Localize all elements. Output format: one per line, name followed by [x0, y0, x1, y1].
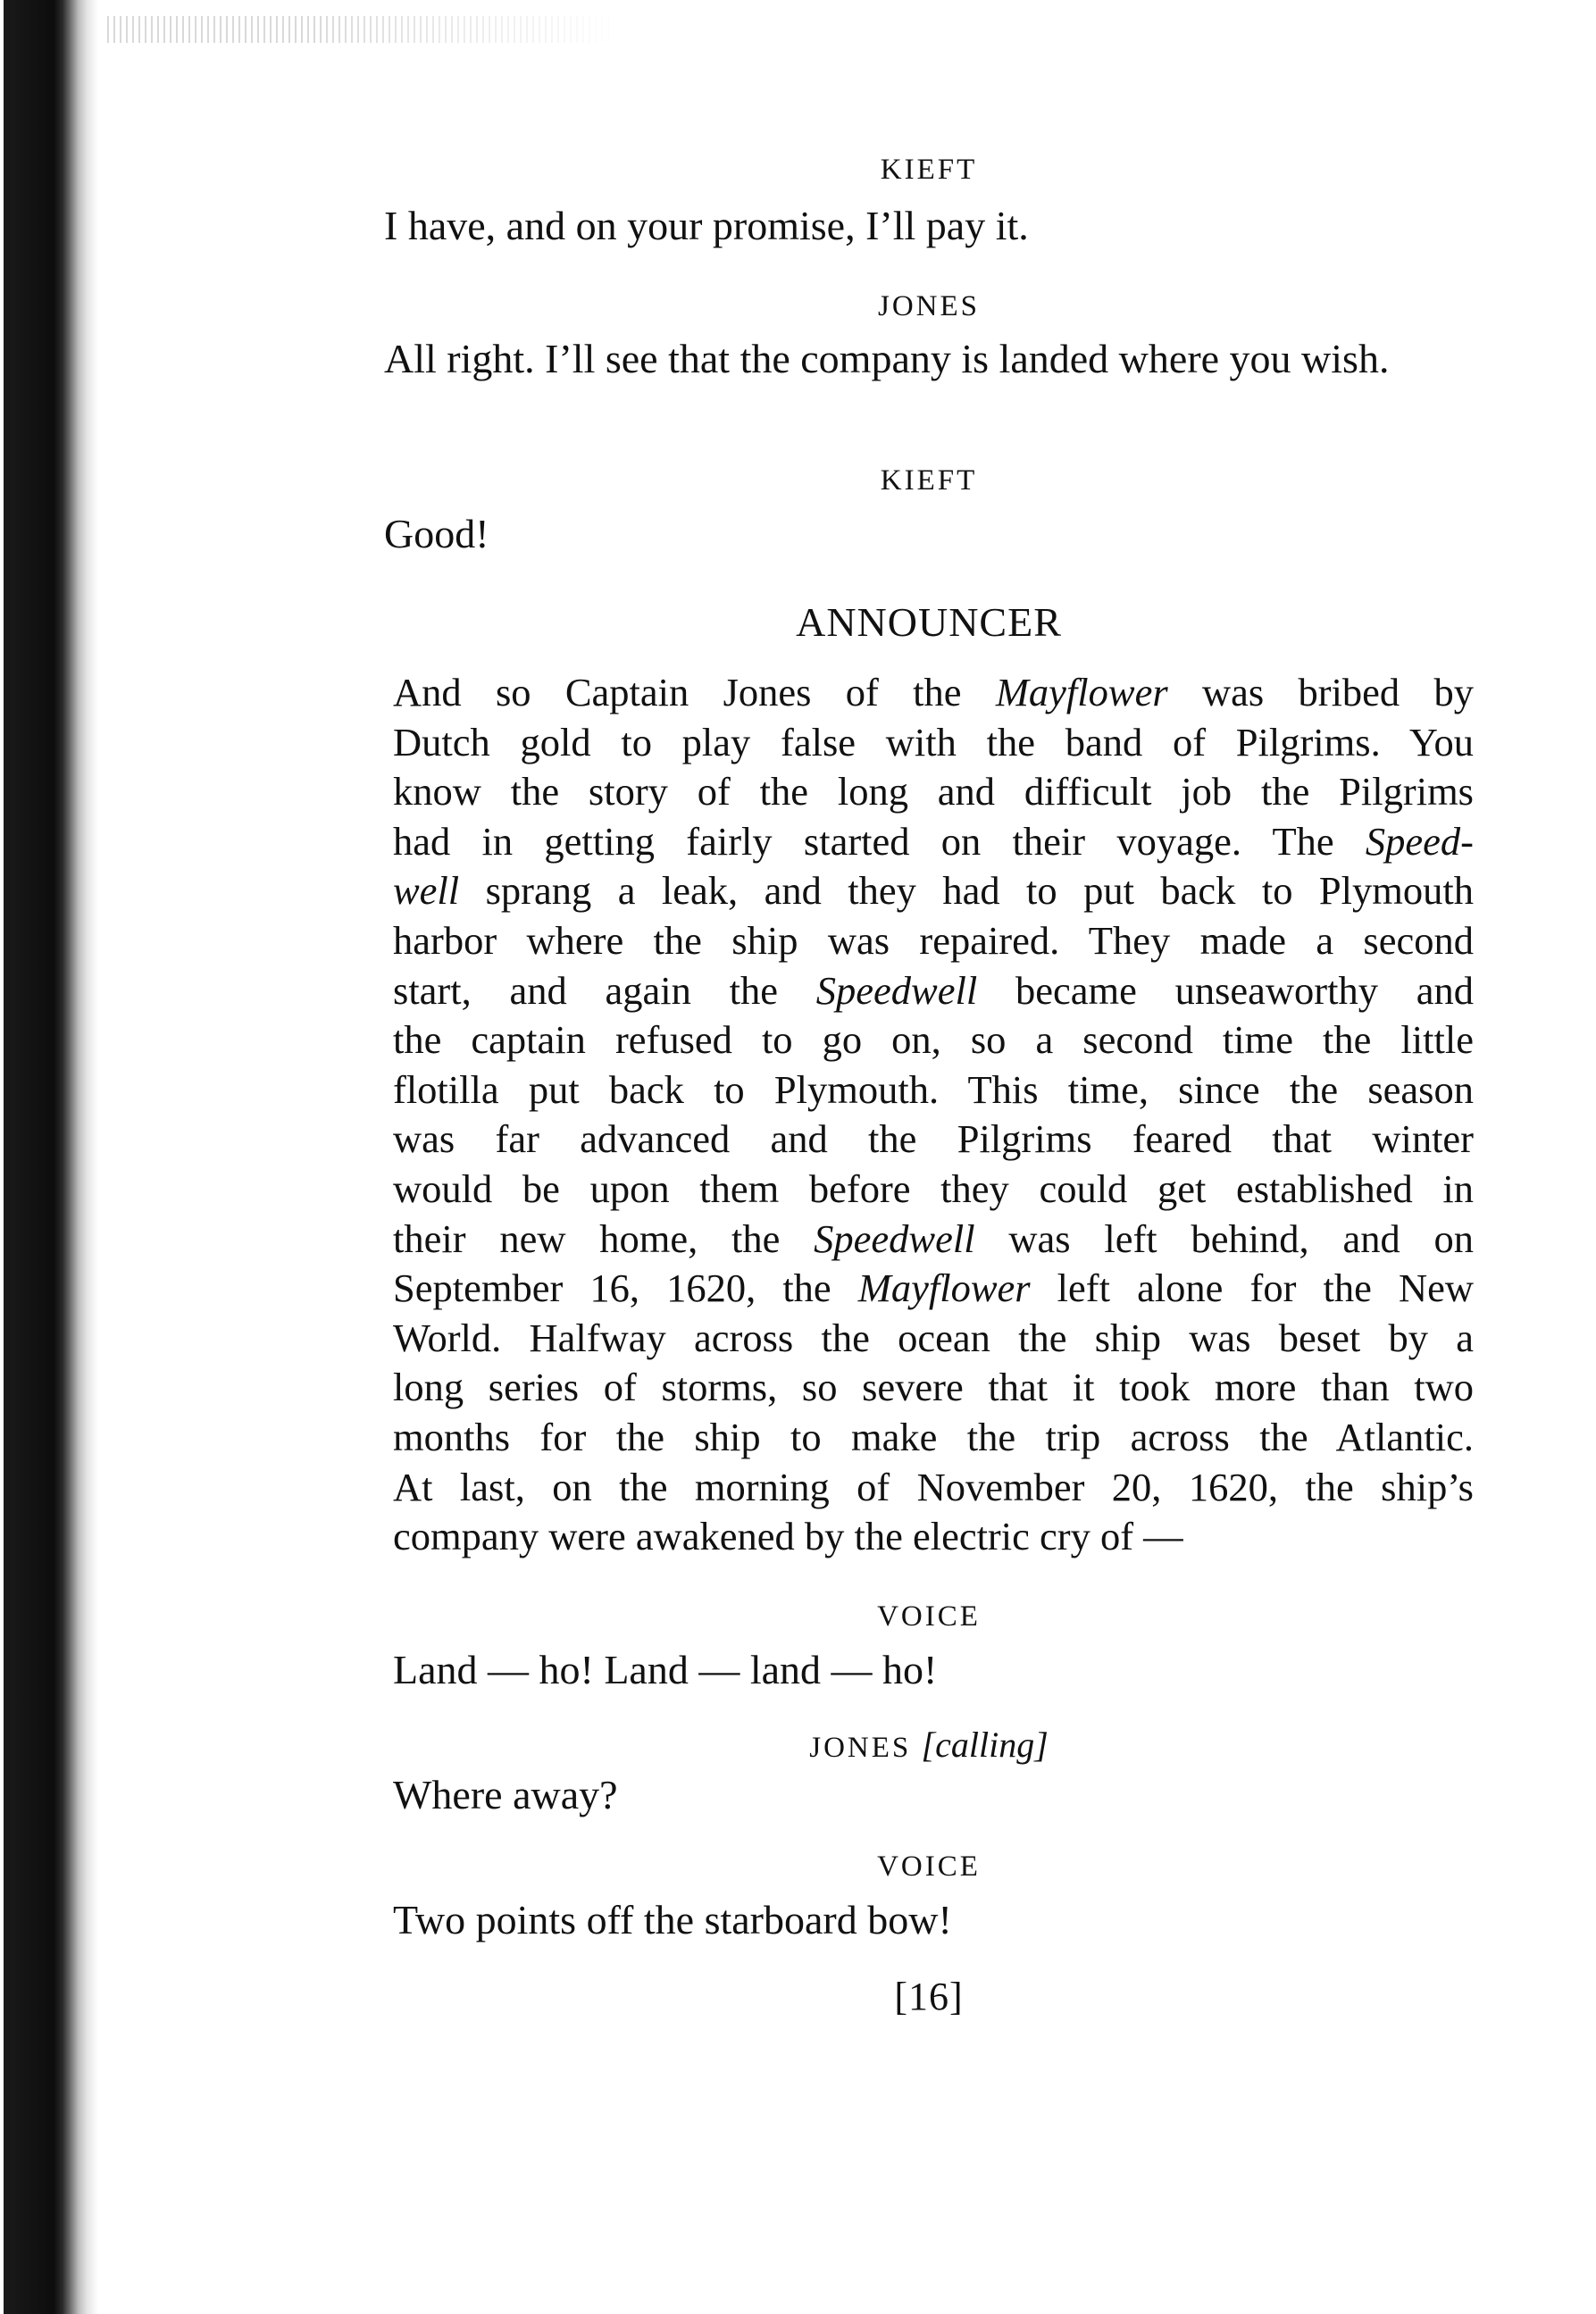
paragraph-line: well sprang a leak, and they had to put back to Plymouth: [393, 868, 1474, 914]
dialogue-line: I have, and on your promise, I’ll pay it.: [384, 203, 1029, 248]
paragraph-line: the captain refused to go on, so a second time the little: [393, 1017, 1474, 1063]
paragraph-line: start, and again the Speedwell became unseaworthy and: [393, 967, 1474, 1013]
page-number: [16]: [894, 1975, 964, 2018]
announcer-heading: ANNOUNCER: [796, 599, 1062, 645]
scan-artifact: [107, 16, 625, 43]
speaker-label: JONES [calling]: [809, 1725, 1049, 1765]
speaker-label: KIEFT: [880, 464, 978, 497]
dialogue-line: Where away?: [393, 1772, 618, 1817]
paragraph-line: months for the ship to make the trip across the Atlantic.: [393, 1414, 1474, 1459]
paragraph-line: flotilla put back to Plymouth. This time, since the season: [393, 1066, 1474, 1112]
speaker-label: VOICE: [877, 1850, 981, 1883]
paragraph-line: their new home, the Speedwell was left behind, and on: [393, 1215, 1474, 1261]
paragraph-line: Dutch gold to play false with the band of Pilgrims. You: [393, 719, 1474, 764]
paragraph-line: And so Captain Jones of the Mayflower was bribed by: [393, 670, 1474, 714]
dialogue-line: Two points off the starboard bow!: [393, 1897, 952, 1942]
paragraph-line: September 16, 1620, the Mayflower left alone for the New: [393, 1266, 1474, 1311]
paragraph-line: would be upon them before they could get established in: [393, 1165, 1474, 1211]
paragraph-line: company were awakened by the electric cry of —: [393, 1514, 1183, 1559]
speaker-label: JONES: [877, 290, 981, 322]
dialogue-line: Land — ho! Land — land — ho!: [393, 1647, 938, 1692]
paragraph-line: was far advanced and the Pilgrims feared that winter: [393, 1116, 1474, 1162]
paragraph-line: had in getting fairly started on their voyage. The Speed-: [393, 818, 1474, 864]
speaker-label: VOICE: [877, 1600, 981, 1633]
book-binding-shadow: [0, 0, 98, 2314]
paragraph-line: know the story of the long and difficult job the Pilgrims: [393, 769, 1474, 814]
dialogue-line: Good!: [384, 511, 489, 556]
paragraph-line: World. Halfway across the ocean the ship was beset by a: [393, 1315, 1474, 1360]
speaker-label: KIEFT: [880, 154, 978, 186]
paragraph-line: long series of storms, so severe that it took more than two: [393, 1365, 1474, 1410]
dialogue-line: All right. I’ll see that the company is landed where you wish.: [384, 336, 1390, 381]
announcer-paragraph: [393, 668, 1474, 1562]
paragraph-line: At last, on the morning of November 20, 1620, the ship’s: [393, 1464, 1474, 1509]
paragraph-line: harbor where the ship was repaired. They made a second: [393, 917, 1474, 963]
